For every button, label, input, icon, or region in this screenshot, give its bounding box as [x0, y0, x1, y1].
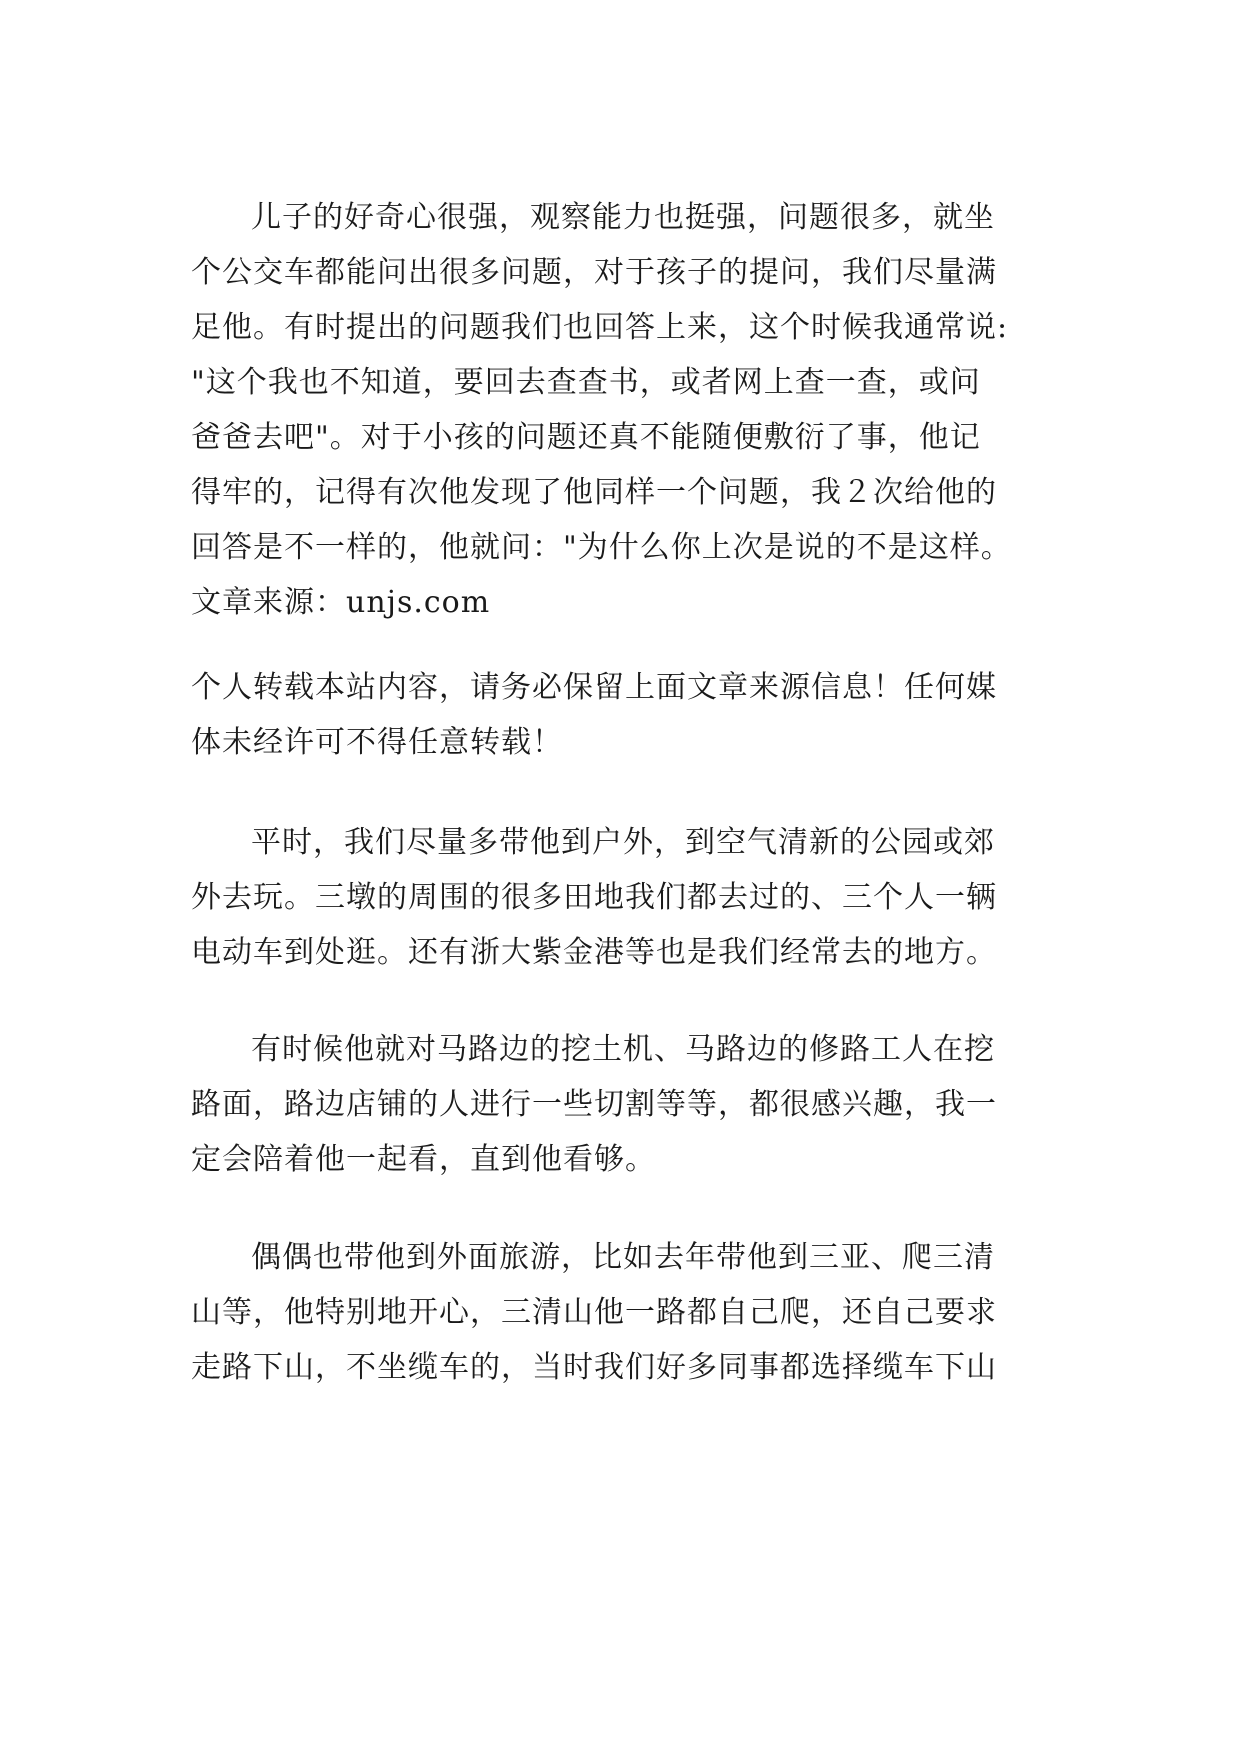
paragraph-1-line-5: 爸爸去吧"。对于小孩的问题还真不能随便敷衍了事，他记: [191, 420, 981, 455]
paragraph-3-line-2: 外去玩。三墩的周围的很多田地我们都去过的、三个人一辆: [191, 880, 997, 915]
paragraph-4-line-2: 路面，路边店铺的人进行一些切割等等，都很感兴趣，我一: [191, 1087, 997, 1122]
paragraph-3-line-1: 平时，我们尽量多带他到户外，到空气清新的公园或郊: [251, 825, 995, 860]
paragraph-4-line-3: 定会陪着他一起看，直到他看够。: [191, 1142, 656, 1177]
paragraph-1-line-7: 回答是不一样的，他就问："为什么你上次是说的不是这样。: [191, 530, 1012, 565]
paragraph-5-line-2: 山等，他特别地开心，三清山他一路都自己爬，还自己要求: [191, 1295, 997, 1330]
paragraph-5-line-3: 走路下山，不坐缆车的，当时我们好多同事都选择缆车下山: [191, 1350, 997, 1385]
paragraph-1-line-8: 文章来源：unjs.com: [191, 585, 491, 620]
paragraph-1-line-2: 个公交车都能问出很多问题，对于孩子的提问，我们尽量满: [191, 255, 997, 290]
paragraph-1-line-3: 足他。有时提出的问题我们也回答上来，这个时候我通常说:: [191, 310, 1009, 345]
paragraph-1-line-1: 儿子的好奇心很强，观察能力也挺强，问题很多，就坐: [251, 200, 995, 235]
notice-line-2: 体未经许可不得任意转载！: [191, 725, 563, 760]
paragraph-1-line-4: "这个我也不知道，要回去查查书，或者网上查一查，或问: [191, 365, 981, 400]
paragraph-1-line-6: 得牢的，记得有次他发现了他同样一个问题，我２次给他的: [191, 475, 997, 510]
paragraph-4-line-1: 有时候他就对马路边的挖土机、马路边的修路工人在挖: [251, 1032, 995, 1067]
notice-line-1: 个人转载本站内容，请务必保留上面文章来源信息！任何媒: [191, 670, 997, 705]
paragraph-3-line-3: 电动车到处逛。还有浙大紫金港等也是我们经常去的地方。: [191, 935, 997, 970]
paragraph-5-line-1: 偶偶也带他到外面旅游，比如去年带他到三亚、爬三清: [251, 1240, 995, 1275]
